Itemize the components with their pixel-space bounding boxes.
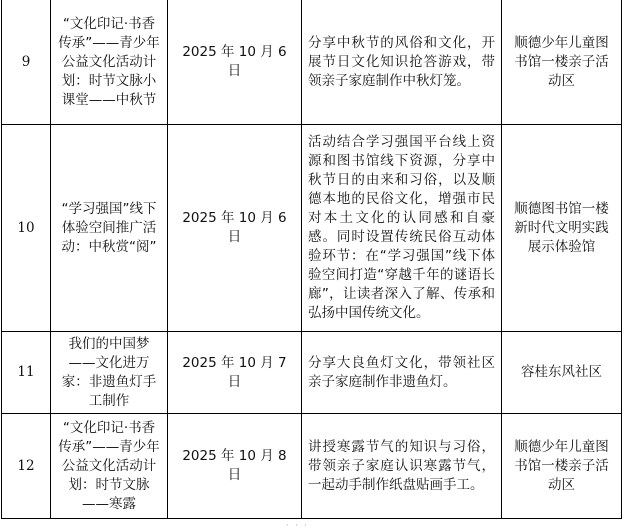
- activity-date: 2025 年 10 月 6 日: [168, 125, 302, 332]
- activity-location: 容桂东风社区: [502, 332, 622, 414]
- table-row: [2, 0, 622, 125]
- row-number: 9: [2, 0, 51, 125]
- activity-date: 2025 年 10 月 7 日: [168, 332, 302, 414]
- activity-location: 顺德少年儿童图书馆一楼亲子活动区: [502, 414, 622, 519]
- scan-artifact: · · ·: [286, 521, 309, 530]
- activity-name: 我们的中国梦——文化进万家：非遗鱼灯手工制作: [51, 332, 168, 414]
- row-number: 10: [2, 125, 51, 332]
- row-number: 11: [2, 332, 51, 414]
- activity-description: 活动结合学习强国平台线上资源和图书馆线下资源，分享中秋节日的由来和习俗，以及顺德本地的民俗文化，增强市民对本土文化的认同感和自豪感。同时设置传统民俗互动体验环节：在“学习强国”线下体验空间打造“穿越千年的谜语长廊”，让读者深入了解、传承和弘扬中国传统文化。: [302, 125, 502, 332]
- activity-location: 顺德少年儿童图书馆一楼亲子活动区: [502, 0, 622, 125]
- activity-date: 2025 年 10 月 6 日: [168, 0, 302, 125]
- activity-date: 2025 年 10 月 8 日: [168, 414, 302, 519]
- activity-name: “学习强国”线下体验空间推广活动：中秋赏“阅”: [51, 125, 168, 332]
- activity-description: 分享中秋节的风俗和文化，开展节日文化知识抢答游戏，带领亲子家庭制作中秋灯笼。: [302, 0, 502, 125]
- events-table: [1, 0, 622, 519]
- table-row: [2, 125, 622, 332]
- activity-location: 顺德图书馆一楼新时代文明实践展示体验馆: [502, 125, 622, 332]
- table-row: [2, 332, 622, 414]
- activity-description: 分享大良鱼灯文化，带领社区亲子家庭制作非遗鱼灯。: [302, 332, 502, 414]
- activity-name: “文化印记·书香传承”——青少年公益文化活动计划：时节文脉小课堂——中秋节: [51, 0, 168, 125]
- table-row: [2, 414, 622, 519]
- activity-name: “文化印记·书香传承”——青少年公益文化活动计划：时节文脉——寒露: [51, 414, 168, 519]
- activity-description: 讲授寒露节气的知识与习俗，带领亲子家庭认识寒露节气，一起动手制作纸盘贴画手工。: [302, 414, 502, 519]
- row-number: 12: [2, 414, 51, 519]
